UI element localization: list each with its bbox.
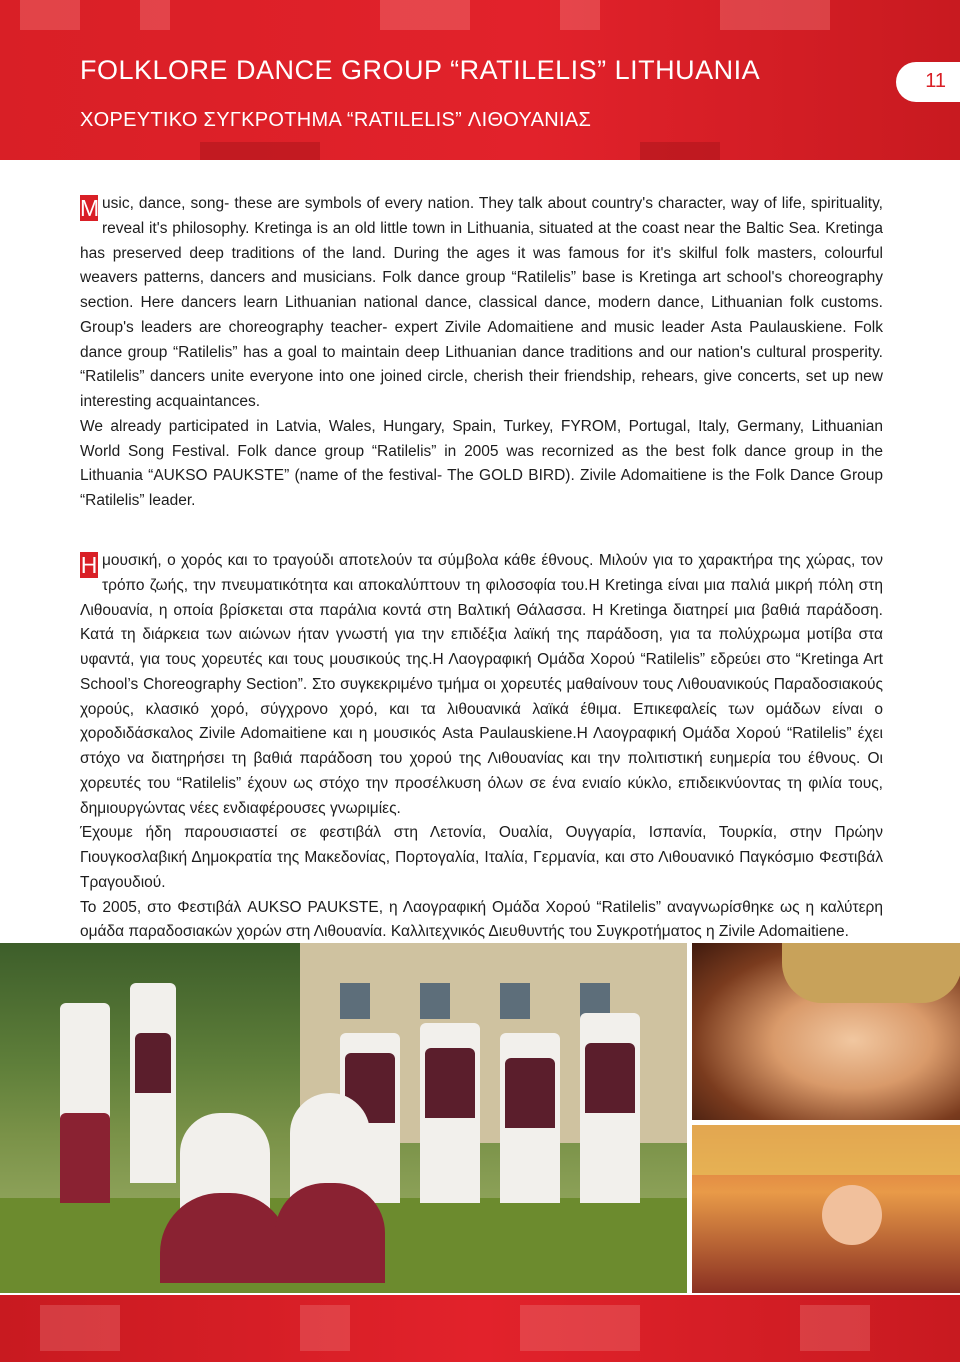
header-band <box>0 0 960 160</box>
photo-dancer <box>425 1048 475 1118</box>
photo-dancer <box>505 1058 555 1128</box>
footer-decoration <box>40 1305 120 1351</box>
photo-window <box>420 983 450 1019</box>
drop-cap: Η <box>80 552 98 578</box>
paragraph-text: μουσική, ο χορός και το τραγούδι αποτελούν τα σύμβολα κάθε έθνους. Μιλούν για το χαρακτήρα της χώρας, τον τρόπο ζωής, την πνευματικότητα και αποκαλύπτουν τη φιλοσοφία του.Η Kretinga είναι μια παλιά μικρή πόλη στη Λιθουανία, η οποία βρίσκεται στα παράλια κοντά στη Βαλτική Θάλασσα. Η Kretinga διατηρεί μια βαθιά παράδοση. Κατά τη διάρκεια των αιώνων ήταν γνωστή για την επιδέξια λαϊκή της παράδοση, για τα πολύχρωμα μοτίβα στα υφαντά, για τους χορευτές και τους μουσικούς της.Η Λαογραφική Ομάδα Χορού “Ratilelis” εδρεύει στο “Kretinga Art School’s Choreography Section”. Στο συγκεκριμένο τμήμα οι χορευτές μαθαίνουν τους Λιθουανικούς Παραδοσιακούς χορούς, κλασικό χορό, σύγχρονο χορό, και τα λιθουανικά λαϊκά έθιμα. Επικεφαλείς των ομάδων είναι ο χοροδιδάσκαλος Zivile Adomaitiene και η μουσικός Asta Paulauskiene.Η Λαογραφική Ομάδα Χορού “Ratilelis” έχει στόχο να διατηρήσει τη βαθιά παράδοση του χορού της Λιθουανίας και την πολιτιστική ευημερία του έθνους. Οι χορευτές του “Ratilelis” έχουν ως στόχο την προσέλκυση όλων σε ένα ενιαίο κύκλο, επιδεικνύοντας τη φιλία τους, δημιουργώντας νέες ενδιαφέρουσες γνωριμίες. <box>80 552 883 817</box>
greek-paragraph <box>80 549 883 821</box>
drop-cap: M <box>80 195 100 221</box>
page-subtitle: ΧΟΡΕΥΤΙΚΟ ΣΥΓΚΡΟΤΗΜΑ “RATILELIS” ΛΙΘΟΥΑΝΙΑΣ <box>80 109 592 131</box>
header-decoration <box>20 0 80 30</box>
greek-text <box>80 549 883 945</box>
footer-decoration <box>520 1305 640 1351</box>
girl-portrait-photo <box>692 943 960 1120</box>
group-photo <box>0 943 687 1293</box>
header-decoration <box>140 0 170 30</box>
photo-window <box>500 983 530 1019</box>
header-decoration <box>200 142 320 160</box>
page-number: 11 <box>925 70 946 92</box>
footer-decoration <box>300 1305 350 1351</box>
header-decoration <box>640 142 720 160</box>
page-title: FOLKLORE DANCE GROUP “RATILELIS” LITHUANIA <box>80 55 761 85</box>
english-paragraph: We already participated in Latvia, Wales, Hungary, Spain, Turkey, FYROM, Portugal, Italy, Germany, Lithuanian World Song Festival. Folk dance group “Ratilelis” in 2005 was recornized as the best folk dance group in the Lithuania “AUKSO PAUKSTE” (name of the festival- The GOLD BIRD). Zivile Adomaitiene is the Folk Dance Group “Ratilelis” leader. <box>80 417 883 509</box>
paragraph-text: usic, dance, song- these are symbols of every nation. They talk about country's character, way of life, spirituality, reveal it's philosophy. Kretinga is an old little town in Lithuania, situated at the coast near the Baltic Sea. Kretinga has preserved deep traditions of the land. During the ages it was famous for it's skilful folk masters, colourful weavers patterns, dancers and musicians. Folk dance group “Ratilelis” base is Kretinga art school's choreography section. Here dancers learn Lithuanian national dance, classical dance, modern dance, Lithuanian folk customs. Group's leaders are choreography teacher- expert Zivile Adomaitiene and music leader Asta Paulauskiene. Folk dance group “Ratilelis” has a goal to maintain deep Lithuanian dance traditions and our nation's cultural prosperity. “Ratilelis” dancers unite everyone into one joined circle, cherish their friendship, rehears, give concerts, set up new interesting acquaintances. <box>80 195 883 410</box>
dancing-girl-photo <box>692 1125 960 1293</box>
footer-band <box>0 1295 960 1362</box>
photo-dancer <box>135 1033 171 1093</box>
photo-dancer <box>585 1043 635 1113</box>
photo-face <box>822 1185 882 1245</box>
english-text <box>80 192 883 514</box>
greek-paragraph: Έχουμε ήδη παρουσιαστεί σε φεστιβάλ στη Λετονία, Ουαλία, Ουγγαρία, Ισπανία, Τουρκία, στην Πρώην Γιουγκοσλαβική Δημοκρατία της Μακεδονίας, Πορτογαλία, Ιταλία, Γερμανία, και στο Λιθουανικό Παγκόσμιο Φεστιβάλ Τραγουδιού. <box>80 824 883 891</box>
photo-dancer <box>275 1183 385 1283</box>
photo-window <box>340 983 370 1019</box>
photo-dancer <box>60 1113 110 1203</box>
english-paragraph <box>80 192 883 415</box>
footer-decoration <box>800 1305 870 1351</box>
header-decoration <box>720 0 830 30</box>
header-decoration <box>380 0 470 30</box>
greek-paragraph: Το 2005, στο Φεστιβάλ AUKSO PAUKSTE, η Λαογραφική Ομάδα Χορού “Ratilelis” αναγνωρίσθηκε ως η καλύτερη ομάδα παραδοσιακών χορών στη Λιθουανία. Καλλιτεχνικός Διευθυντής του Συγκροτήματος η Zivile Adomaitiene. <box>80 898 883 941</box>
photo-flowers <box>692 1125 960 1175</box>
photo-collage <box>0 943 960 1293</box>
header-decoration <box>560 0 600 30</box>
photo-wreath <box>782 943 960 1003</box>
